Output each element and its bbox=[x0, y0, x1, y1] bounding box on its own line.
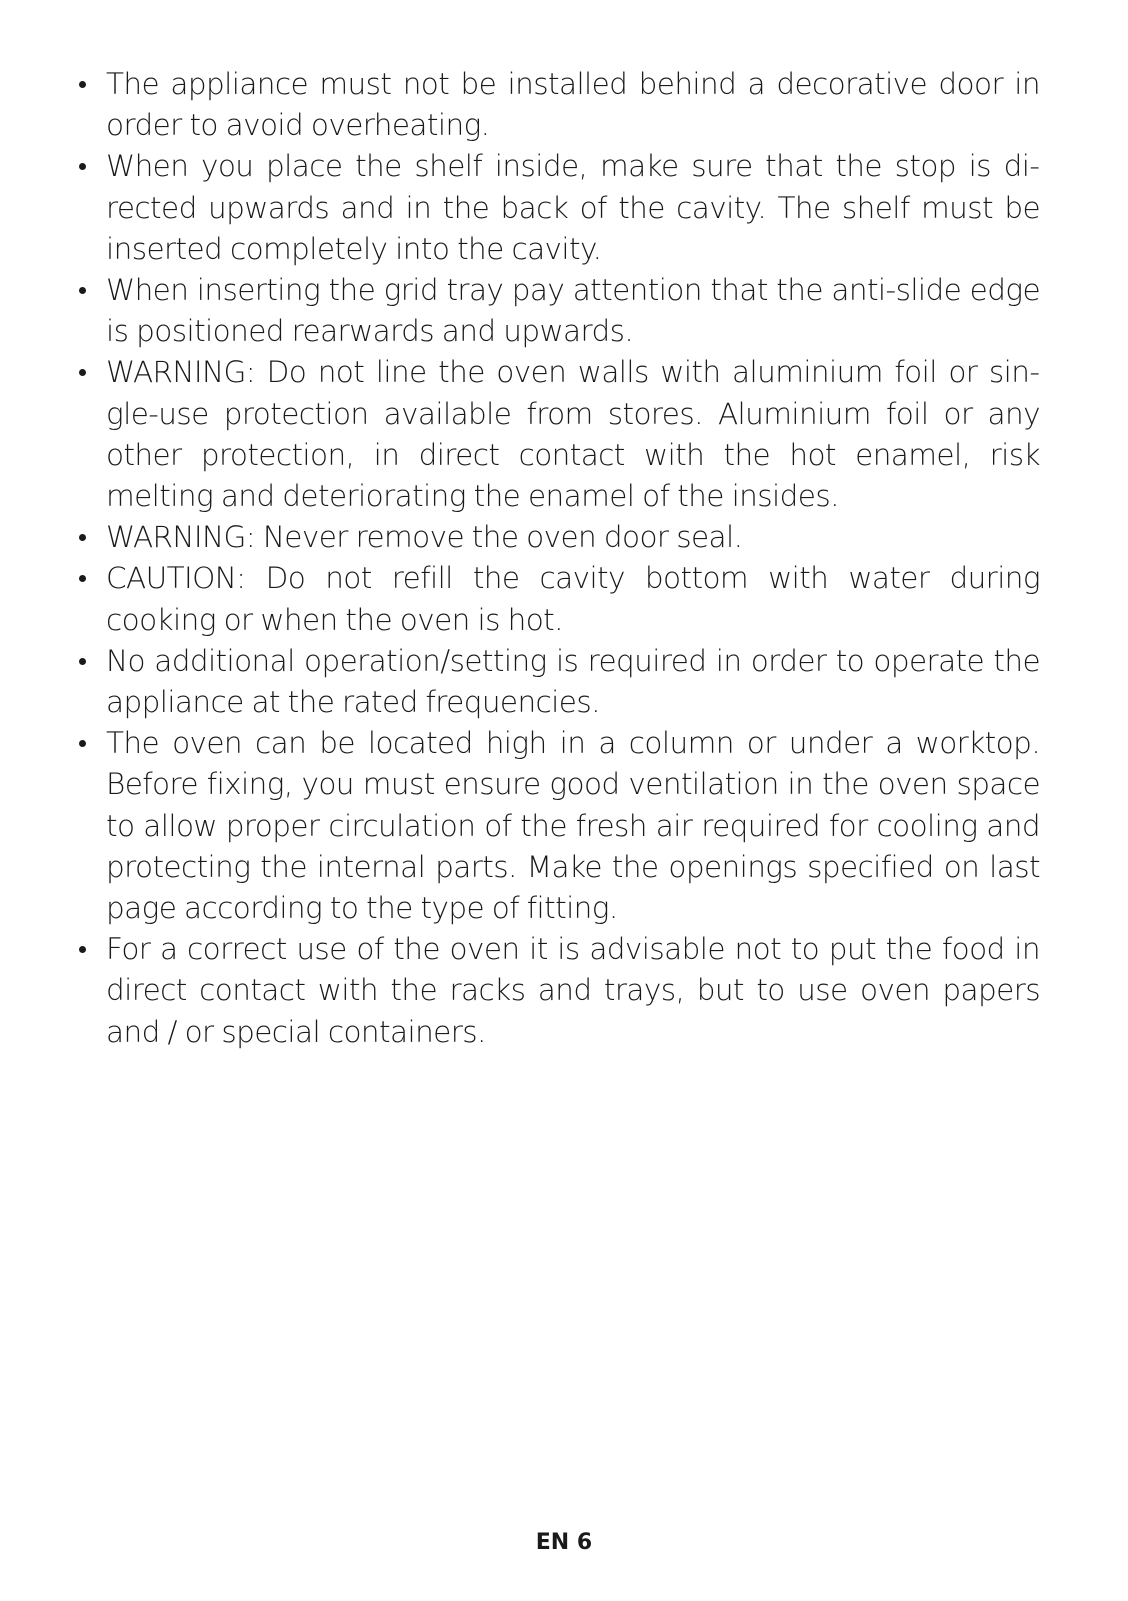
list-item bbox=[76, 146, 1040, 270]
list-item-text: For a correct use of the oven it is advisable not to put the food in direct contact with the racks and trays, but to use oven papers and / or special containers. bbox=[106, 932, 1040, 1049]
list-item bbox=[76, 64, 1040, 146]
list-item bbox=[76, 517, 1040, 558]
list-item-text: The appliance must not be installed behind a decorative door in order to avoid overheating. bbox=[106, 67, 1040, 143]
bullet-icon bbox=[79, 946, 86, 953]
bullet-icon bbox=[79, 534, 86, 541]
list-item bbox=[76, 270, 1040, 352]
list-item-text: When inserting the grid tray pay attention that the anti-slide edge is positioned rearwards and upwards. bbox=[106, 273, 1040, 349]
list-item-text: WARNING: Never remove the oven door seal. bbox=[106, 520, 743, 555]
list-item-text: The oven can be located high in a column or under a worktop. Before fixing, you must ensure good ventilation in the oven space to allow proper circulation of the fresh air required for cooling and protecting the internal parts. Make the openings specified on last page according to the type of fitting. bbox=[106, 726, 1040, 926]
safety-instructions-list bbox=[76, 64, 1040, 1053]
list-item-text: WARNING: Do not line the oven walls with aluminium foil or single-use protection available from stores. Aluminium foil or any other protection, in direct contact with the hot enamel, risk melting and deteriorating the enamel of the insides. bbox=[106, 355, 1040, 514]
list-item bbox=[76, 352, 1040, 517]
list-item bbox=[76, 641, 1040, 723]
list-item-text: No additional operation/setting is required in order to operate the appliance at the rated frequencies. bbox=[106, 643, 1040, 720]
bullet-icon bbox=[79, 575, 86, 582]
list-item bbox=[76, 558, 1040, 640]
list-item bbox=[76, 723, 1040, 929]
bullet-icon bbox=[79, 658, 86, 665]
page-number: EN 6 bbox=[535, 1530, 593, 1555]
bullet-icon bbox=[79, 81, 86, 88]
bullet-icon bbox=[79, 163, 86, 170]
bullet-icon bbox=[79, 369, 86, 376]
list-item bbox=[76, 929, 1040, 1053]
bullet-icon bbox=[79, 740, 86, 747]
list-item-text: CAUTION: Do not refill the cavity bottom with water during cooking or when the oven is hot. bbox=[106, 561, 1040, 637]
list-item-text: When you place the shelf inside, make sure that the stop is directed upwards and in the back of the cavity. The shelf must be inserted completely into the cavity. bbox=[106, 149, 1040, 266]
bullet-icon bbox=[79, 287, 86, 294]
